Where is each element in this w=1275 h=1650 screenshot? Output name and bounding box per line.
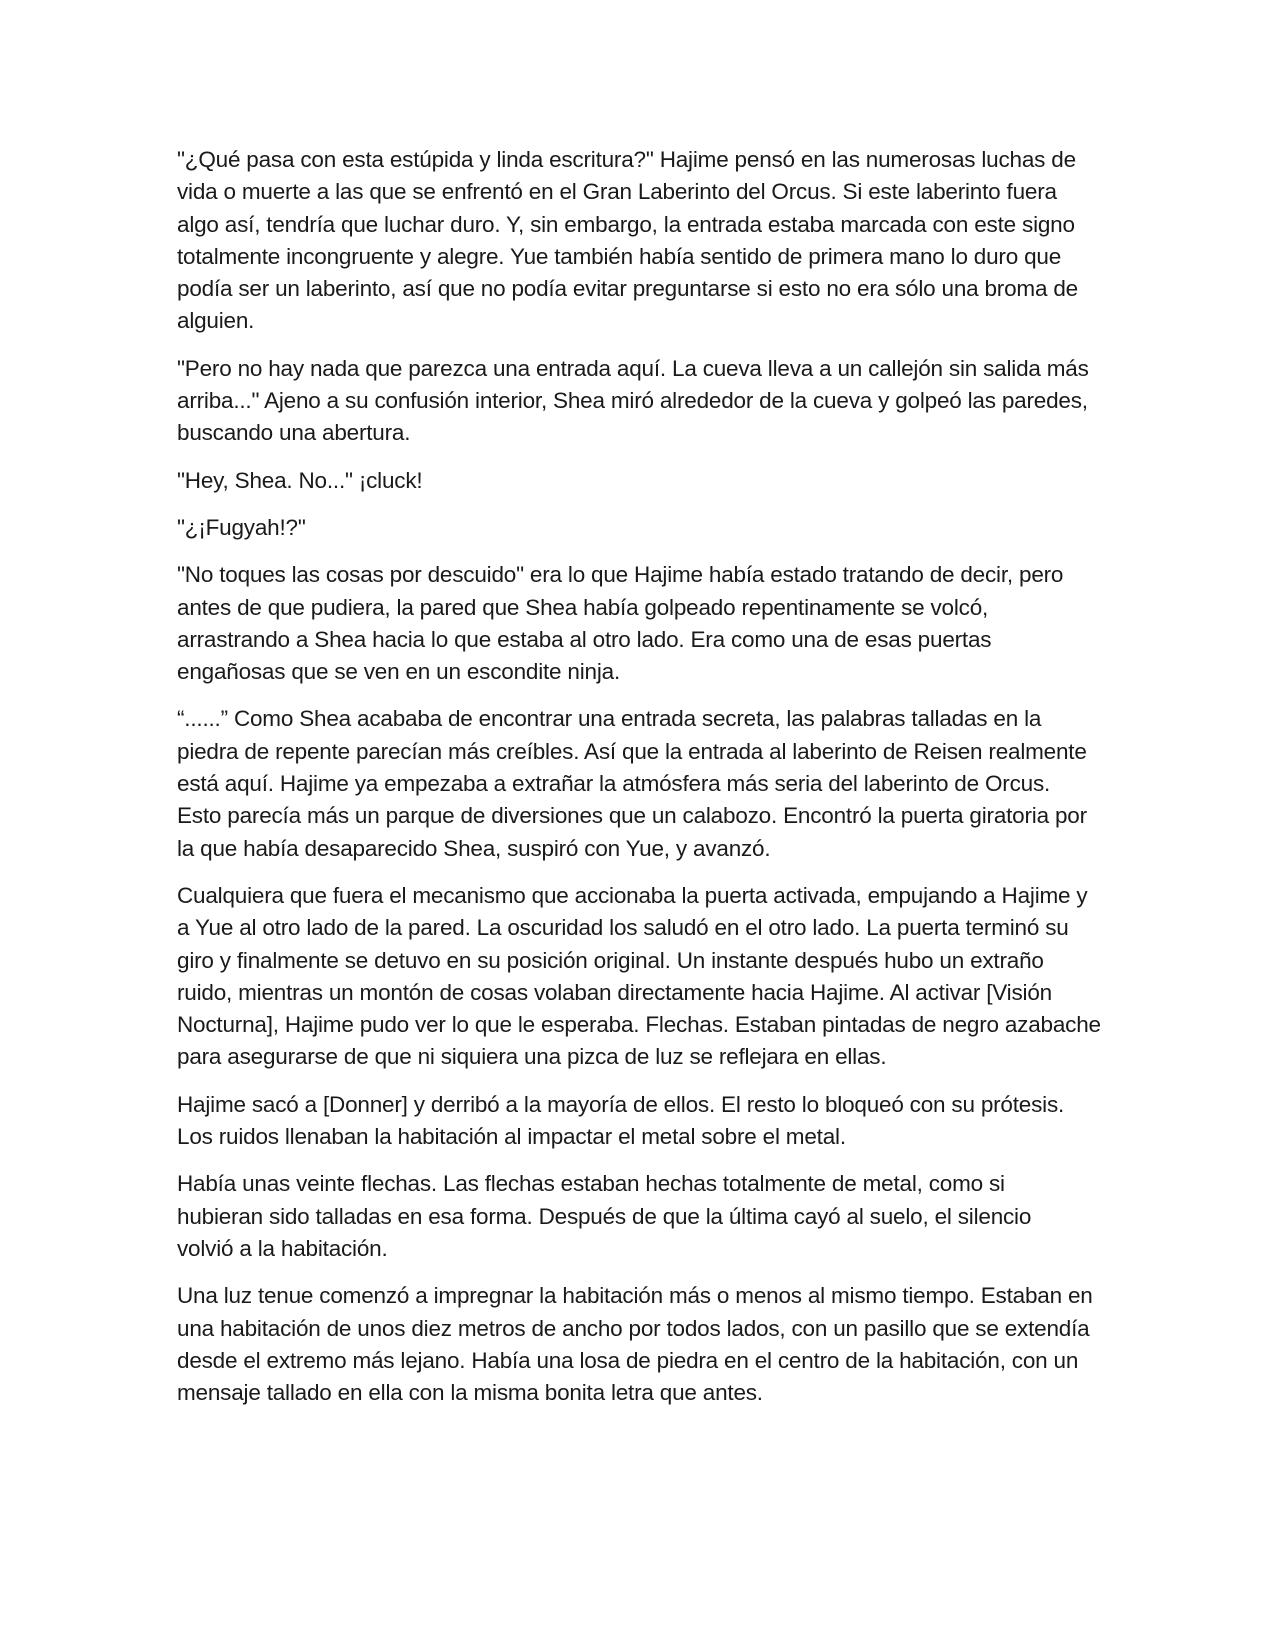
text-line: Hajime sacó a [Donner] y derribó a la mayoría de ellos. El resto lo bloqueó con su prótesis. [177, 1091, 1065, 1117]
text-line: giro y finalmente se detuvo en su posición original. Un instante después hubo un extraño [177, 947, 1044, 973]
text-line: podía ser un laberinto, así que no podía evitar preguntarse si esto no era sólo una broma de [177, 276, 1078, 302]
text-line: piedra de repente parecían más creíbles. Así que la entrada al laberinto de Reisen realmente [177, 738, 1087, 764]
text-line: Esto parecía más un parque de diversiones que un calabozo. Encontró la puerta giratoria por [177, 803, 1087, 829]
text-line: "Hey, Shea. No..." ¡cluck! [177, 467, 423, 493]
text-line: vida o muerte a las que se enfrentó en el Gran Laberinto del Orcus. Si este laberinto fuera [177, 179, 1057, 205]
text-line: ruido, mientras un montón de cosas volaban directamente hacia Hajime. Al activar [Visión [177, 979, 1052, 1005]
text-line: volvió a la habitación. [177, 1235, 388, 1261]
text-line: a Yue al otro lado de la pared. La oscuridad los saludó en el otro lado. La puerta terminó su [177, 915, 1069, 941]
paragraph [177, 1168, 1107, 1265]
text-line: mensaje tallado en ella con la misma bonita letra que antes. [177, 1380, 763, 1406]
text-line: Nocturna], Hajime pudo ver lo que le esperaba. Flechas. Estaban pintadas de negro azabache [177, 1012, 1101, 1038]
paragraph [177, 512, 1107, 544]
text-line: arriba..." Ajeno a su confusión interior, Shea miró alrededor de la cueva y golpeó las paredes, [177, 388, 1088, 414]
paragraph [177, 880, 1107, 1074]
text-line: “......” Como Shea acababa de encontrar una entrada secreta, las palabras talladas en la [177, 706, 1042, 732]
text-line: "¿¡Fugyah!?" [177, 514, 306, 540]
paragraph [177, 144, 1107, 338]
paragraph [177, 465, 1107, 497]
text-line: Cualquiera que fuera el mecanismo que accionaba la puerta activada, empujando a Hajime y [177, 882, 1088, 908]
text-line: está aquí. Hajime ya empezaba a extrañar la atmósfera más seria del laberinto de Orcus. [177, 771, 1051, 797]
text-line: "¿Qué pasa con esta estúpida y linda escritura?" Hajime pensó en las numerosas luchas de [177, 147, 1076, 172]
text-line: engañosas que se ven en un escondite ninja. [177, 659, 620, 685]
document-body [177, 144, 1107, 1424]
text-line: totalmente incongruente y alegre. Yue también había sentido de primera mano lo duro que [177, 243, 1062, 269]
paragraph [177, 1089, 1107, 1154]
text-line: buscando una abertura. [177, 420, 411, 446]
text-line: una habitación de unos diez metros de ancho por todos lados, con un pasillo que se extendía [177, 1315, 1090, 1341]
text-line: arrastrando a Shea hacia lo que estaba al otro lado. Era como una de esas puertas [177, 626, 992, 652]
text-line: algo así, tendría que luchar duro. Y, sin embargo, la entrada estaba marcada con este signo [177, 211, 1075, 237]
text-line: hubieran sido talladas en esa forma. Después de que la última cayó al suelo, el silencio [177, 1203, 1032, 1229]
paragraph [177, 353, 1107, 450]
text-line: Los ruidos llenaban la habitación al impactar el metal sobre el metal. [177, 1124, 846, 1150]
text-line: Había unas veinte flechas. Las flechas estaban hechas totalmente de metal, como si [177, 1171, 1005, 1197]
text-line: "Pero no hay nada que parezca una entrada aquí. La cueva lleva a un callejón sin salida más [177, 355, 1089, 381]
text-line: para asegurarse de que ni siquiera una pizca de luz se reflejara en ellas. [177, 1044, 887, 1070]
text-line: antes de que pudiera, la pared que Shea había golpeado repentinamente se volcó, [177, 594, 989, 620]
text-line: la que había desaparecido Shea, suspiró con Yue, y avanzó. [177, 835, 771, 861]
paragraph [177, 559, 1107, 688]
text-line: "No toques las cosas por descuido" era lo que Hajime había estado tratando de decir, pero [177, 562, 1064, 588]
text-line: Una luz tenue comenzó a impregnar la habitación más o menos al mismo tiempo. Estaban en [177, 1283, 1093, 1309]
paragraph [177, 1280, 1107, 1409]
paragraph [177, 703, 1107, 864]
text-line: alguien. [177, 308, 255, 334]
text-line: desde el extremo más lejano. Había una losa de piedra en el centro de la habitación, con un [177, 1347, 1079, 1373]
